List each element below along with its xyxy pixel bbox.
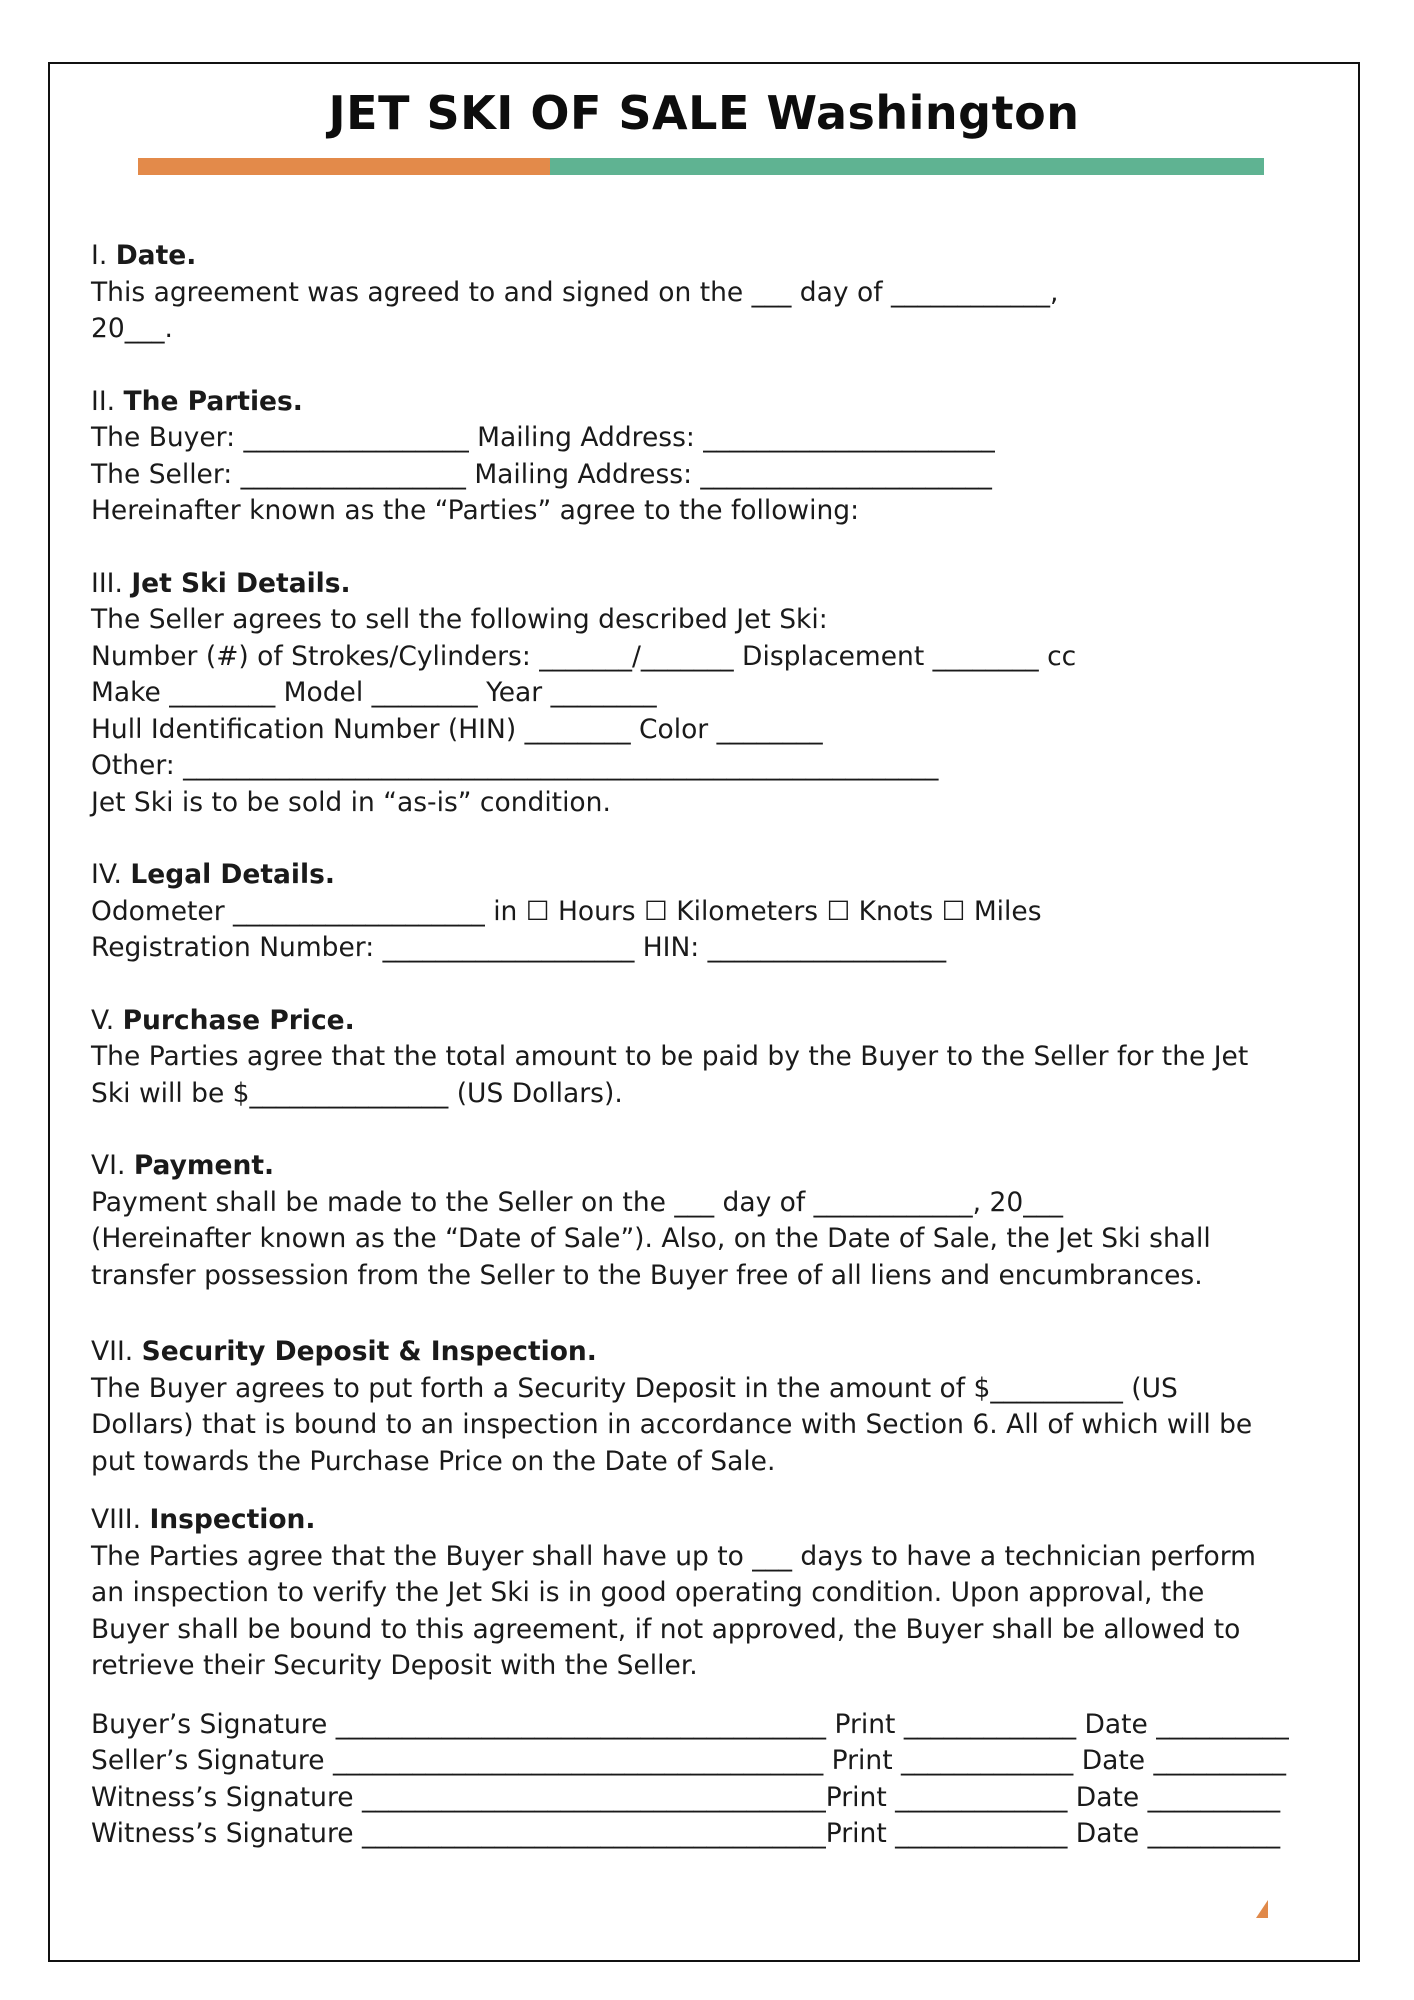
signature-line-witness[interactable]: Witness’s Signature ___________________________________Print _____________ Date __________ [91, 1781, 1281, 1813]
section-line: Dollars) that is bound to an inspection in accordance with Section 6. All of which will be [91, 1409, 1253, 1440]
section-legal-details [91, 857, 1331, 967]
section-line: an inspection to verify the Jet Ski is in good operating condition. Upon approval, the [91, 1577, 1205, 1608]
title-underline-green [550, 158, 1264, 175]
section-line: Payment shall be made to the Seller on the ___ day of ____________, 20___ [91, 1186, 1063, 1218]
section-purchase-price [91, 1003, 1331, 1113]
section-line: Hereinafter known as the “Parties” agree to the following: [91, 495, 860, 526]
signature-line-buyer[interactable]: Buyer’s Signature _____________________________________ Print _____________ Date __________ [91, 1708, 1289, 1740]
section-line: Number (#) of Strokes/Cylinders: _______/_______ Displacement ________ cc [91, 640, 1077, 672]
section-heading: VII. Security Deposit & Inspection. [91, 1336, 597, 1367]
section-parties [91, 384, 1331, 530]
section-line: transfer possession from the Seller to the Buyer free of all liens and encumbrances. [91, 1259, 1203, 1291]
section-line: put towards the Purchase Price on the Date of Sale. [91, 1445, 776, 1477]
section-date [91, 238, 1331, 348]
section-line: The Seller agrees to sell the following described Jet Ski: [91, 604, 828, 635]
section-line: Hull Identification Number (HIN) ________ Color ________ [91, 713, 823, 745]
section-security-deposit [91, 1334, 1331, 1480]
section-line: Make ________ Model ________ Year ________ [91, 677, 657, 708]
section-line: Other: _________________________________________________________ [91, 750, 939, 781]
section-jet-ski-details [91, 566, 1331, 822]
section-heading: III. Jet Ski Details. [91, 567, 351, 599]
section-line: Jet Ski is to be sold in “as-is” condition. [91, 786, 611, 818]
section-inspection [91, 1502, 1331, 1685]
document-title: JET SKI OF SALE Washington [328, 86, 1080, 140]
section-line: Ski will be $_______________ (US Dollars). [91, 1077, 623, 1109]
corner-decoration-icon [1256, 1900, 1268, 1918]
section-heading: I. Date. [91, 240, 197, 271]
section-line: This agreement was agreed to and signed on the ___ day of ____________, [91, 276, 1059, 308]
section-heading: II. The Parties. [91, 385, 303, 417]
section-heading: VI. Payment. [91, 1150, 275, 1181]
title-underline-orange [138, 158, 550, 175]
section-line: The Buyer agrees to put forth a Security Deposit in the amount of $__________ (US [91, 1372, 1178, 1404]
section-line: Odometer ___________________ in ☐ Hours ☐ Kilometers ☐ Knots ☐ Miles [91, 895, 1042, 927]
section-line: retrieve their Security Deposit with the Seller. [91, 1650, 698, 1681]
section-line: The Parties agree that the total amount to be paid by the Buyer to the Seller for the Jet [91, 1041, 1249, 1072]
document-body [91, 238, 1331, 1853]
signature-block [91, 1707, 1331, 1853]
section-line: Buyer shall be bound to this agreement, if not approved, the Buyer shall be allowed to [91, 1613, 1241, 1645]
section-line: The Seller: _________________ Mailing Address: ______________________ [91, 458, 992, 490]
section-heading: V. Purchase Price. [91, 1004, 355, 1036]
signature-line-witness[interactable]: Witness’s Signature ___________________________________Print _____________ Date __________ [91, 1818, 1281, 1849]
section-heading: VIII. Inspection. [91, 1504, 316, 1535]
section-heading: IV. Legal Details. [91, 859, 335, 890]
signature-line-seller[interactable]: Seller’s Signature _____________________________________ Print _____________ Date __________ [91, 1745, 1286, 1776]
section-line: The Parties agree that the Buyer shall have up to ___ days to have a technician perform [91, 1540, 1256, 1572]
section-payment [91, 1148, 1331, 1294]
section-line: 20___. [91, 313, 173, 344]
section-line: (Hereinafter known as the “Date of Sale”). Also, on the Date of Sale, the Jet Ski shall [91, 1223, 1211, 1254]
section-line: Registration Number: ___________________ HIN: __________________ [91, 932, 947, 963]
section-line: The Buyer: _________________ Mailing Address: ______________________ [91, 422, 995, 453]
